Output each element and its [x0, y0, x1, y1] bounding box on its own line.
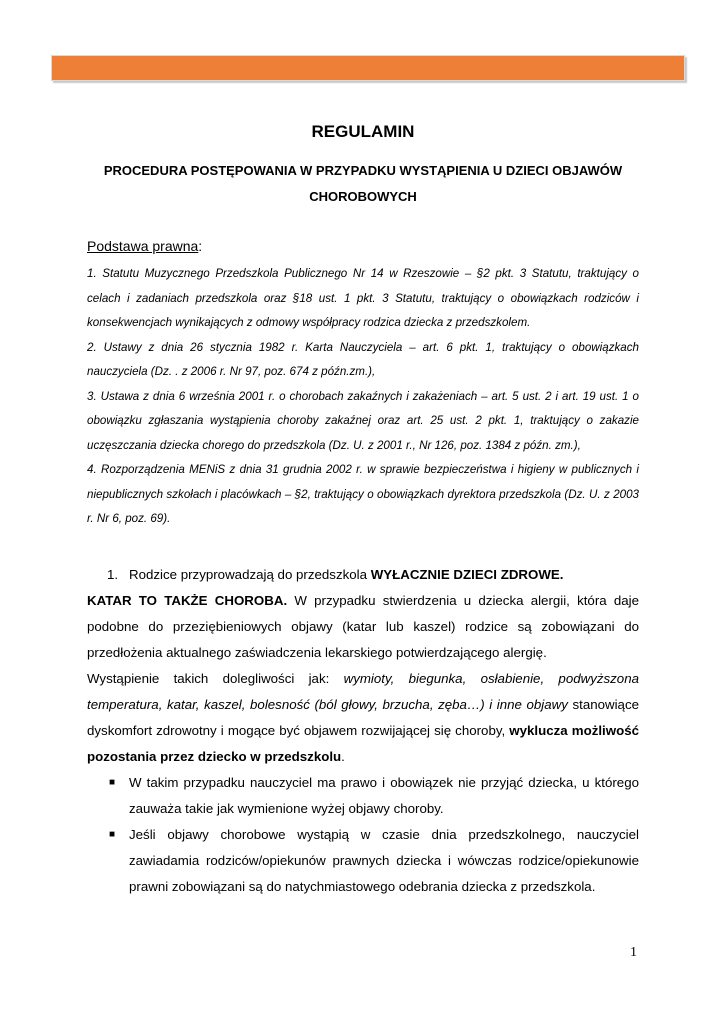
katar-text: W przypadku stwierdzenia u dziecka alergii, która daje podobne do przeziębieniowych objawy (katar lub kaszel) rodzice są zobowiązani do przedłożenia aktualnego zaświadczenia lekarskiego potwierdzającego alergię.: [87, 593, 640, 660]
symptoms-paragraph: [87, 666, 639, 770]
list-item: [87, 770, 639, 822]
bullet-icon: ■: [109, 777, 116, 788]
bullet-list: [87, 770, 639, 900]
katar-paragraph: [87, 588, 639, 666]
symptoms-text-2: stanowiące dyskomfort zdrowotny i mogące być objawem rozwijającej się choroby,: [87, 697, 639, 738]
legal-basis-item: 2. Ustawy z dnia 26 stycznia 1982 r. Karta Nauczyciela – art. 6 pkt. 1, traktujący o obowiązkach nauczyciela (Dz. . z 2006 r. Nr 97, poz. 674 z późn.zm.),: [87, 340, 639, 378]
document-subtitle: PROCEDURA POSTĘPOWANIA W PRZYPADKU WYSTĄPIENIA U DZIECI OBJAWÓW CHOROBOWYCH: [103, 163, 623, 204]
page-number: 1: [630, 945, 637, 960]
bullet-icon: ■: [109, 829, 116, 840]
symptoms-italic: wymioty, biegunka, osłabienie, podwyższona temperatura, katar, kaszel, bolesność (ból głowy, brzucha, zęba…) i inne objawy: [87, 671, 639, 712]
katar-bold: KATAR TO TAKŻE CHOROBA.: [87, 593, 288, 608]
document-title: REGULAMIN: [311, 122, 415, 141]
point-1-text: Rodzice przyprowadzają do przedszkola: [129, 567, 371, 582]
symptoms-bold: wyklucza możliwość pozostania przez dziecko w przedszkolu: [87, 723, 639, 764]
point-1-bold: WYŁACZNIE DZIECI ZDROWE.: [370, 567, 564, 582]
legal-basis-list: [87, 262, 639, 532]
main-text: [87, 562, 639, 900]
point-1-number: 1.: [107, 567, 119, 582]
legal-basis-item: 1. Statutu Muzycznego Przedszkola Publicznego Nr 14 w Rzeszowie – §2 pkt. 3 Statutu, traktujący o celach i zadaniach przedszkola oraz §18 ust. 1 pkt. 3 Statutu, traktujący o obowiązkach rodziców i konsekwencjach wynikających z odmowy współpracy rodzica dziecka z przedszkolem.: [87, 267, 639, 329]
legal-basis-item: 4. Rozporządzenia MENiS z dnia 31 grudnia 2002 r. w sprawie bezpieczeństwa i higieny w publicznych i niepublicznych szkołach i placówkach – §2, traktujący o obowiązkach dyrektora przedszkola (Dz. U. z 2003 r. Nr 6, poz. 69).: [87, 463, 639, 525]
point-1: [87, 562, 639, 588]
legal-basis-heading: [87, 238, 202, 254]
symptoms-end: .: [341, 749, 345, 764]
bullet-text: W takim przypadku nauczyciel ma prawo i obowiązek nie przyjąć dziecka, u którego zauważa takie jak wymienione wyżej objawy choroby.: [129, 775, 639, 816]
legal-basis-item: 3. Ustawa z dnia 6 września 2001 r. o chorobach zakaźnych i zakażeniach – art. 5 ust. 2 i art. 19 ust. 1 o obowiązku zgłaszania wystąpienia choroby zakaźnej oraz art. 25 ust. 2 pkt. 1, traktujący o zakazie uczęszczania dziecka chorego do przedszkola (Dz. U. z 2001 r., Nr 126, poz. 1384 z późn. zm.),: [87, 389, 639, 452]
list-item: [87, 822, 639, 900]
bullet-text: Jeśli objawy chorobowe wystąpią w czasie dnia przedszkolnego, nauczyciel zawiadamia rodziców/opiekunów prawnych dziecka i wówczas rodzice/opiekunowie prawni zobowiązani są do natychmiastowego odebrania dziecka z przedszkola.: [129, 827, 639, 894]
legal-basis-colon: :: [198, 238, 203, 254]
header-banner: [51, 55, 685, 81]
legal-basis-label: Podstawa prawna: [87, 238, 199, 254]
symptoms-text-1: Wystąpienie takich dolegliwości jak:: [87, 671, 344, 686]
